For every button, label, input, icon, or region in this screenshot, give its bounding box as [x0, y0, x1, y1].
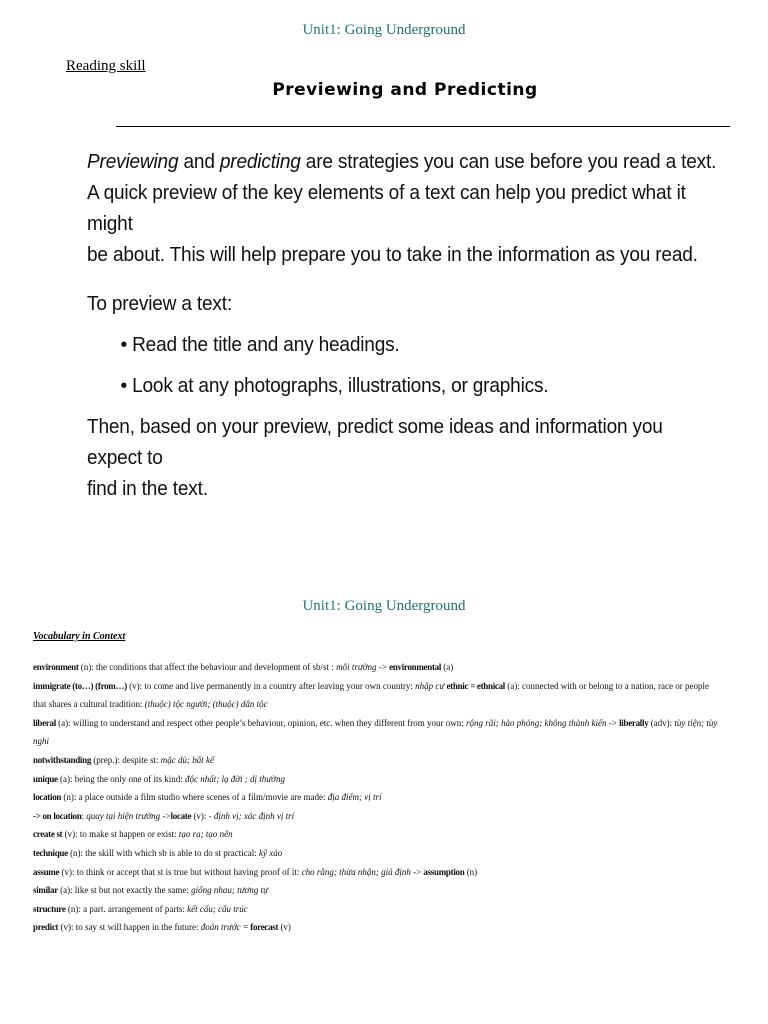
vocab-translation: giống nhau; tương tự	[191, 885, 268, 896]
term-previewing: Previewing	[87, 150, 179, 173]
vocab-translation: rộng rãi; hào phóng; không thành kiến	[466, 717, 607, 728]
vocab-entry	[33, 788, 761, 807]
vocab-continuation: that shares a cultural tradition:	[33, 699, 145, 710]
vocab-related-definition: (n)	[464, 866, 478, 877]
text: and	[178, 150, 220, 173]
vocab-definition: (v): to say st will happen in the future:	[58, 922, 201, 933]
page-title: Previewing and Predicting	[272, 80, 538, 100]
divider	[116, 126, 730, 127]
vocab-term: notwithstanding	[33, 754, 92, 765]
vocab-term: assume	[33, 866, 60, 877]
vocab-term: location	[33, 792, 62, 803]
vocab-translation: nghi	[33, 736, 50, 747]
vocab-translation: (thuộc) tộc người; (thuộc) dân tộc	[144, 699, 268, 710]
vocab-definition: (a): like st but not exactly the same:	[57, 885, 192, 896]
bullet-item: • Read the title and any headings.	[120, 333, 400, 356]
vocab-related-definition: (v)	[278, 922, 291, 933]
scanned-passage	[87, 146, 719, 504]
vocab-entry	[33, 825, 761, 844]
vocab-related-definition: (a): connected with or belong to a nation, race or people	[505, 680, 709, 691]
vocab-definition: (prep.): despite st:	[91, 754, 161, 765]
vocab-definition: (a): willing to understand and respect other people’s behaviour, opinion, etc. when they different from your own:	[55, 717, 467, 728]
vocab-definition: (v): to make st happen or exist:	[62, 829, 179, 840]
vocab-entry	[33, 695, 761, 714]
reading-skill-label: Reading skill	[66, 58, 146, 74]
vocab-translation: môi trường	[336, 662, 377, 672]
closing-line-1: Then, based on your preview, predict some ideas and information you expect to	[87, 415, 663, 469]
closing-line-2: find in the text.	[87, 477, 208, 500]
vocab-translation: nhập cư	[415, 680, 445, 691]
vocab-term: technique	[33, 847, 68, 858]
vocab-entry	[33, 770, 761, 789]
vocab-definition: (v): to think or accept that st is true but without having proof of it:	[59, 866, 302, 877]
vocab-definition: (n): a part. arrangement of parts:	[65, 903, 188, 914]
vocab-entry	[33, 714, 761, 733]
vocab-term: predict	[33, 922, 59, 933]
text: are strategies you can use before you read a text.	[300, 150, 717, 173]
bullet-item: • Look at any photographs, illustrations, or graphics.	[120, 374, 549, 397]
vocab-related-term: forecast	[250, 922, 279, 933]
vocab-translation: quay tại hiện trường	[86, 810, 161, 821]
intro-line-3: be about. This will help prepare you to take in the information as you read.	[87, 243, 698, 266]
vocab-related-term: locate	[170, 810, 192, 821]
vocab-related-definition: (v):	[191, 810, 209, 821]
vocab-translation: địa điểm; vị trí	[327, 792, 382, 803]
vocab-entry	[33, 732, 761, 751]
vocab-entry	[33, 807, 761, 826]
vocab-related-term: liberally	[619, 717, 649, 728]
intro-line-2: A quick preview of the key elements of a text can help you predict what it might	[87, 181, 686, 235]
intro-line-1	[87, 146, 719, 177]
vocab-term: -> on location	[33, 810, 82, 821]
vocab-related-translation: tùy tiện; tùy	[674, 717, 718, 728]
unit-topic: Going Underground	[344, 22, 466, 38]
vocab-term: structure	[33, 903, 66, 914]
vocab-entry	[33, 751, 761, 770]
vocab-definition: :	[81, 810, 87, 821]
vocab-entry	[33, 863, 761, 882]
vocab-arrow: ->	[160, 810, 171, 821]
unit-label: Unit1:	[302, 598, 341, 614]
vocab-related-translation: - định vị; xác định vị trí	[208, 810, 295, 821]
vocab-related-term: environmental	[389, 662, 442, 672]
vocab-related-term: assumption	[423, 866, 465, 877]
preview-heading: To preview a text:	[87, 292, 233, 315]
vocab-term: immigrate (to…) (from…)	[33, 680, 127, 691]
vocab-entry	[33, 844, 761, 863]
vocab-arrow: ->	[410, 866, 424, 877]
vocab-definition: (n): the conditions that affect the behaviour and development of sb/st :	[78, 662, 337, 672]
vocab-term: unique	[33, 773, 58, 784]
vocab-arrow: =	[240, 922, 251, 933]
vocab-definition: (n): a place outside a film studio where scenes of a film/movie are made:	[61, 792, 328, 803]
vocab-term: liberal	[33, 717, 56, 728]
term-predicting: predicting	[219, 150, 301, 173]
vocab-arrow: ->	[376, 662, 390, 672]
vocab-translation: tạo ra; tạo nên	[178, 829, 233, 840]
unit-header-2	[0, 598, 768, 615]
vocab-entry	[33, 677, 761, 696]
vocab-translation: đoán trước	[200, 922, 241, 933]
vocab-term: similar	[33, 885, 58, 896]
vocab-related-definition: (a)	[441, 662, 454, 672]
vocab-translation: kết cấu; cấu trúc	[187, 903, 248, 914]
spacer	[87, 270, 719, 288]
unit-label: Unit1:	[302, 22, 341, 38]
vocab-related-definition: (adv):	[648, 717, 675, 728]
vocab-definition: (a): being the only one of its kind:	[57, 773, 185, 784]
vocab-list	[33, 658, 761, 937]
vocab-translation: mặc dù; bất kể	[160, 754, 214, 765]
vocab-entry	[33, 658, 761, 677]
vocab-related-term: ethnic = ethnical	[446, 680, 506, 691]
vocab-translation: kỹ xảo	[259, 847, 283, 858]
unit-topic: Going Underground	[344, 598, 466, 614]
vocab-entry	[33, 881, 761, 900]
vocab-definition: (v): to come and live permanently in a country after leaving your own country:	[126, 680, 416, 691]
vocab-entry	[33, 900, 761, 919]
vocab-title: Vocabulary in Context	[33, 631, 126, 642]
vocab-translation: độc nhất; lạ đời ; dị thường	[184, 773, 285, 784]
vocab-entry	[33, 918, 761, 937]
unit-header	[0, 22, 768, 39]
vocab-term: create st	[33, 829, 63, 840]
vocab-arrow: ->	[606, 717, 620, 728]
vocab-translation: cho rằng; thừa nhận; giả định	[301, 866, 411, 877]
vocab-term: environment	[33, 662, 79, 672]
vocab-definition: (n): the skill with which sb is able to do st practical:	[67, 847, 260, 858]
